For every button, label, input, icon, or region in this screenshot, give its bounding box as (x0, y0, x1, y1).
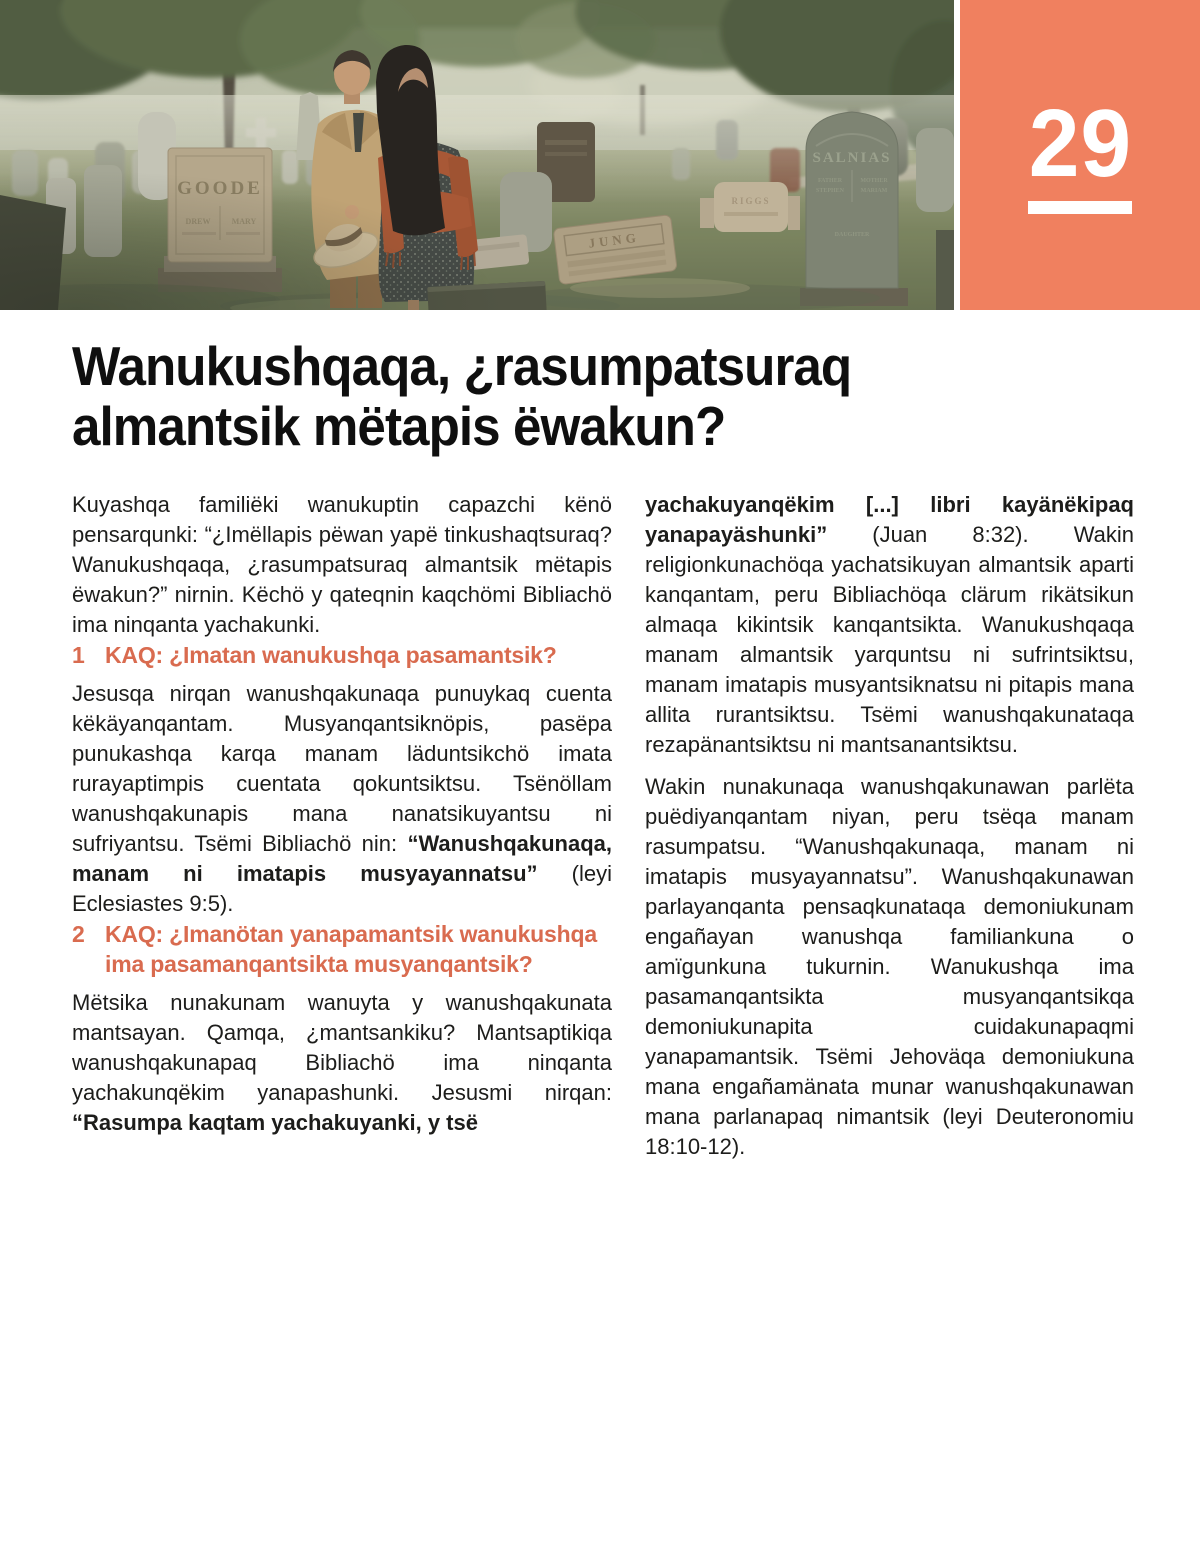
paragraph-1-reference: (leyi Eclesiastes 9:5). (72, 861, 612, 916)
paragraph-2-scripture-continued: yachakuyanqëkim [...] libri kayänëkipaq yanapayäshunki” (645, 492, 1134, 547)
paragraph-1-scripture: “Wanushqakunaqa, manam ni imatapis musyayannatsu” (72, 831, 612, 886)
lesson-number-underline (1028, 201, 1132, 214)
question-2-number: 2 (72, 921, 85, 947)
paragraph-2 (72, 988, 612, 1138)
cemetery-photo-art (0, 0, 954, 310)
lesson-title: Wanukushqaqa, ¿rasumpatsuraq almantsik mëtapis ëwakun? (72, 335, 852, 457)
question-1-heading (72, 640, 612, 670)
lesson-number: 29 (1028, 90, 1132, 197)
paragraph-1-text: Jesusqa nirqan wanushqakunaqa punuykaq cuenta këkäyanqantam. Musyanqantsiknöpis, pasëpa punukashqa karqa manam läduntsikchö imata rurayaptimpis cuentata qokuntsiktsu. Tsënöllam wanushqakunapis mana nanatsikuyantsu ni sufriyantsu. Tsëmi Bibliachö nin: (72, 681, 612, 856)
paragraph-3-text: Wakin nunakunaqa wanushqakunawan parlëta puëdiyanqantam niyan, peru tsëqa manam rasumpatsu. “Wanushqakunaqa, manam ni imatapis musyayannatsu”. Wanushqakunawan parlayanqanta pensaqkunataqa demoniukunam engañayan wanushqa familiankuna o amïgunkuna tukurnin. Wanukushqa ima pasamanqantsikta musyanqantsikqa demoniukunapita cuidakunapaqmi yanapamantsik. Tsëmi Jehoväqa demoniukuna mana engañamänata munar wanushqakunawan mana parlanapaq nimantsik (leyi Deuteronomiu 18:10-12). (645, 774, 1134, 1159)
paragraph-2-continuation (645, 490, 1134, 760)
left-column (72, 490, 612, 1138)
question-1-number: 1 (72, 642, 85, 668)
intro-paragraph: Kuyashqa familiëki wanukuptin capazchi kënö pensarqunki: “¿Imëllapis pëwan yapë tinkushaqtsuraq? Wanukushqaqa, ¿rasumpatsuraq almantsik mëtapis ëwakun?” nirnin. Këchö y qateqnin kaqchömi Bibliachö ima ninqanta yachakunki. (72, 492, 612, 637)
paragraph-3 (645, 772, 1134, 1162)
question-2-text: KAQ: ¿Imanötan yanapamantsik wanukushqa ima pasamanqantsikta musyanqantsik? (105, 921, 597, 977)
right-column (645, 490, 1134, 1174)
cemetery-photo (0, 0, 954, 310)
paragraph-2-text: Mëtsika nunakunam wanuyta y wanushqakunata mantsayan. Qamqa, ¿mantsankiku? Mantsaptikiqa wanushqakunapaq Bibliachö ima ninqanta yachakunqëkim yanapashunki. Jesusmi nirqan: (72, 990, 612, 1105)
question-2-heading (72, 919, 612, 979)
question-1-text: KAQ: ¿Imatan wanukushqa pasamantsik? (105, 642, 557, 668)
paragraph-2-continuation-text: (Juan 8:32). Wakin religionkunachöqa yachatsikuyan almantsik aparti kanqantam, peru Bibliachöqa clärum rikätsikun almaqa kikintsik kanqantsikta. Wanukushqaqa manam almantsik yarquntsu ni sufrintsiktsu, manam imatapis musyantsiknatsu ni pitapis mana allita rurantsiktsu. Tsëmi wanushqakunataqa rezapänantsiktsu ni mantsanantsiktsu. (645, 522, 1134, 757)
paragraph-1 (72, 679, 612, 919)
paragraph-2-scripture: “Rasumpa kaqtam yachakuyanki, y tsë (72, 1110, 478, 1135)
vignette (0, 0, 954, 310)
lesson-number-badge (960, 0, 1200, 310)
